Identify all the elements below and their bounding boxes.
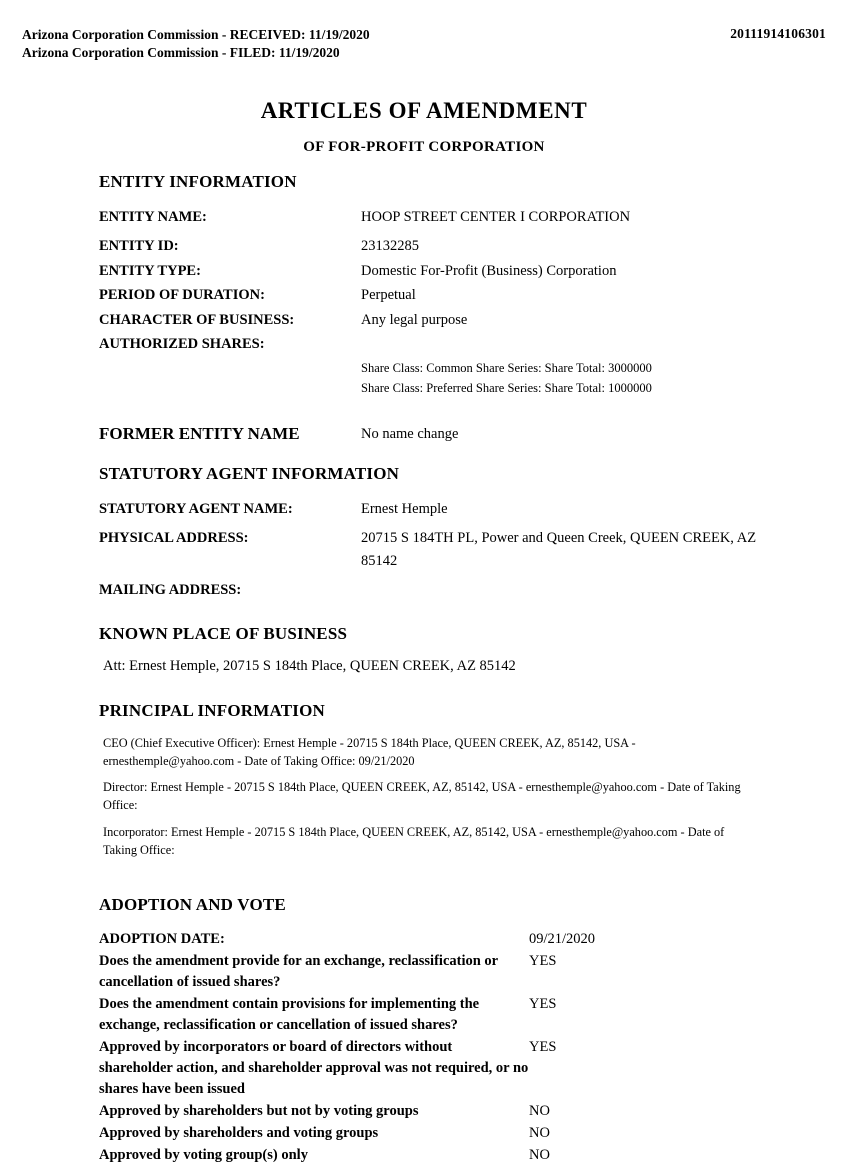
vote-row bbox=[99, 994, 779, 1036]
field-label: MAILING ADDRESS: bbox=[99, 582, 242, 599]
vote-row bbox=[99, 1145, 779, 1166]
principal-entry: CEO (Chief Executive Officer): Ernest Hemple - 20715 S 184th Place, QUEEN CREEK, AZ, 85142, USA - ernesthemple@yahoo.com - Date of Taking Office: 09/21/2020 bbox=[103, 735, 636, 768]
section-heading-statutory-agent: STATUTORY AGENT INFORMATION bbox=[99, 463, 400, 483]
vote-question: Approved by shareholders and voting groups bbox=[99, 1124, 379, 1141]
vote-question: Approved by shareholders but not by voting groups bbox=[99, 1102, 419, 1119]
field-value: Any legal purpose bbox=[361, 311, 468, 328]
vote-answer: NO bbox=[529, 1102, 550, 1119]
section-heading-principal-information: PRINCIPAL INFORMATION bbox=[99, 700, 325, 720]
field-statutory-agent-name bbox=[99, 498, 779, 520]
field-value: Domestic For-Profit (Business) Corporation bbox=[361, 262, 617, 279]
field-entity-name bbox=[99, 206, 779, 228]
vote-answer: 09/21/2020 bbox=[529, 930, 596, 947]
vote-question: Approved by incorporators or board of directors without shareholder action, and shareholder approval was not required, or no shares have been issued bbox=[99, 1038, 529, 1097]
vote-question: Does the amendment provide for an exchange, reclassification or cancellation of issued shares? bbox=[99, 952, 498, 990]
field-label: PHYSICAL ADDRESS: bbox=[99, 530, 249, 547]
vote-row bbox=[99, 1123, 779, 1144]
section-heading-entity-information: ENTITY INFORMATION bbox=[99, 172, 297, 191]
field-value: Perpetual bbox=[361, 287, 416, 304]
field-physical-address bbox=[99, 527, 779, 572]
section-former-entity-name bbox=[99, 424, 779, 444]
share-class-line: Share Class: Common Share Series: Share Total: 3000000 bbox=[361, 360, 652, 375]
page-subtitle: OF FOR-PROFIT CORPORATION bbox=[303, 139, 545, 155]
field-label: ENTITY TYPE: bbox=[99, 262, 201, 279]
section-heading-adoption-and-vote: ADOPTION AND VOTE bbox=[99, 894, 286, 914]
field-label: ENTITY ID: bbox=[99, 238, 179, 255]
field-period-of-duration bbox=[99, 284, 779, 306]
field-entity-type bbox=[99, 260, 779, 282]
field-label: CHARACTER OF BUSINESS: bbox=[99, 311, 295, 328]
principal-entry: Incorporator: Ernest Hemple - 20715 S 184th Place, QUEEN CREEK, AZ, 85142, USA - ernesthemple@yahoo.com - Date of Taking Office: bbox=[103, 825, 725, 857]
field-label: PERIOD OF DURATION: bbox=[99, 287, 265, 304]
former-entity-name-value: No name change bbox=[361, 425, 459, 442]
known-place-of-business-value: Att: Ernest Hemple, 20715 S 184th Place, QUEEN CREEK, AZ 85142 bbox=[103, 657, 516, 674]
vote-row bbox=[99, 1037, 779, 1100]
field-label: STATUTORY AGENT NAME: bbox=[99, 500, 293, 517]
vote-answer: NO bbox=[529, 1124, 550, 1141]
document-body bbox=[99, 172, 779, 1167]
vote-question: Does the amendment contain provisions for implementing the exchange, reclassification or cancellation of issued shares? bbox=[99, 995, 480, 1033]
field-value: 20715 S 184TH PL, Power and Queen Creek, QUEEN CREEK, AZ 85142 bbox=[361, 530, 757, 569]
share-class-line: Share Class: Preferred Share Series: Share Total: 1000000 bbox=[361, 380, 652, 395]
filed-line: Arizona Corporation Commission - FILED: 11/19/2020 bbox=[22, 45, 340, 61]
field-value: 23132285 bbox=[361, 238, 419, 255]
field-value: HOOP STREET CENTER I CORPORATION bbox=[361, 209, 631, 225]
vote-question: Approved by voting group(s) only bbox=[99, 1146, 308, 1163]
principal-entry: Director: Ernest Hemple - 20715 S 184th Place, QUEEN CREEK, AZ, 85142, USA - ernesthemple@yahoo.com - Date of Taking Office: bbox=[103, 780, 741, 813]
vote-answer: YES bbox=[529, 952, 557, 969]
field-label: AUTHORIZED SHARES: bbox=[99, 336, 265, 353]
field-label: ENTITY NAME: bbox=[99, 209, 207, 225]
field-value: Ernest Hemple bbox=[361, 500, 448, 517]
vote-row bbox=[99, 929, 779, 950]
vote-answer: YES bbox=[529, 995, 557, 1012]
vote-row bbox=[99, 951, 779, 993]
field-authorized-shares bbox=[99, 333, 779, 355]
page-title: ARTICLES OF AMENDMENT bbox=[260, 98, 588, 123]
vote-answer: YES bbox=[529, 1038, 557, 1055]
field-entity-id bbox=[99, 235, 779, 257]
field-character-of-business bbox=[99, 309, 779, 331]
document-number: 20111914106301 bbox=[730, 26, 826, 41]
field-mailing-address bbox=[99, 579, 779, 601]
filing-stamp-text bbox=[22, 26, 370, 62]
section-heading-former-entity-name: FORMER ENTITY NAME bbox=[99, 423, 300, 443]
vote-row bbox=[99, 1101, 779, 1122]
section-heading-known-place-of-business: KNOWN PLACE OF BUSINESS bbox=[99, 623, 348, 643]
received-line: Arizona Corporation Commission - RECEIVED: 11/19/2020 bbox=[22, 27, 370, 42]
vote-question: ADOPTION DATE: bbox=[99, 930, 225, 947]
vote-answer: NO bbox=[529, 1146, 550, 1163]
filing-stamp bbox=[22, 26, 826, 62]
authorized-shares-list bbox=[361, 358, 779, 398]
